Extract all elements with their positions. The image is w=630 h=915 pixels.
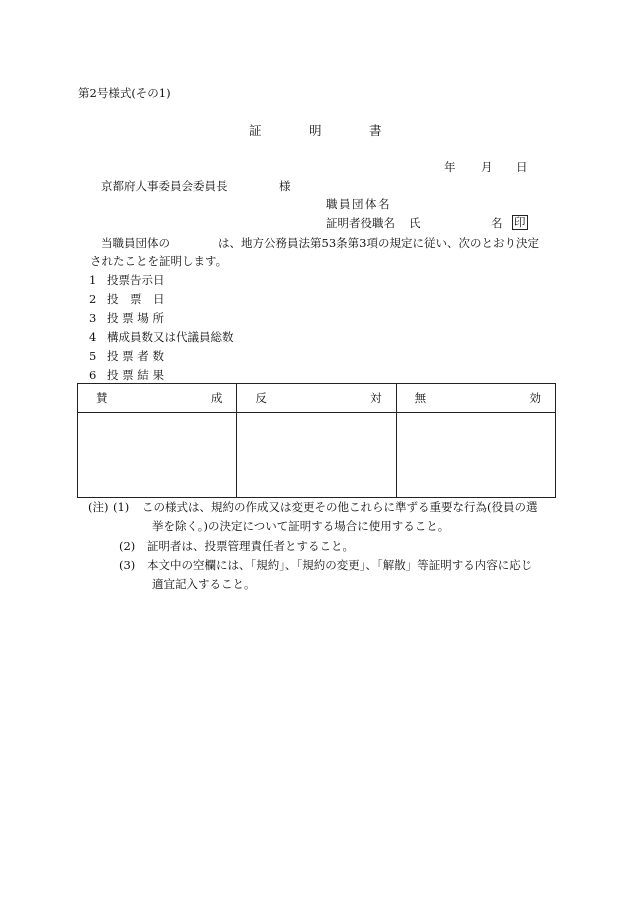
date-day: 日 [516,160,528,174]
seal-mark: 印 [514,215,526,229]
column-header-oppose: 反 対 [237,384,396,413]
item-number: 5 [89,349,97,363]
item-number: 3 [89,311,97,325]
item-label: 投票告示日 [107,273,165,287]
item-label: 投 票 場 所 [107,311,164,325]
form-number: 第2号様式(その1) [78,86,171,100]
note-1-line2: 挙を除く。)の決定について証明する場合に使用すること。 [152,519,450,533]
certifier-given-label: 名 [491,216,503,230]
certifier-surname-label: 氏 [409,216,421,230]
date-month: 月 [481,160,493,174]
list-item [89,330,234,344]
title-char-2: 明 [309,123,322,138]
item-label: 構成員数又は代議員総数 [107,330,234,344]
column-header-invalid: 無 効 [396,384,555,413]
table-row [78,413,556,498]
list-item [89,292,165,306]
item-number: 6 [89,368,97,382]
note-2-number: (2) [119,539,136,553]
list-item [89,368,164,382]
note-2-line1: 証明者は、投票管理責任者とすること。 [147,539,354,553]
certifier-title-label: 証明者役職名 [326,216,395,230]
note-3-line1: 本文中の空欄には、「規約」、「規約の変更」、「解散」等証明する内容に応じ [147,558,533,572]
list-item [89,273,165,287]
list-item [89,311,164,325]
body-line1-rest: は、地方公務員法第53条第3項の規定に従い、次のとおり決定 [218,236,539,250]
note-1-line1: この様式は、規約の作成又は変更その他これらに準ずる重要な行為(役員の選 [142,500,538,514]
item-number: 4 [89,330,97,344]
note-1-number: (1) [113,500,130,514]
table-header-row [78,384,556,413]
addressee-honorific: 様 [279,179,291,193]
note-3-number: (3) [119,558,136,572]
notes-label: (注) [88,500,109,514]
body-line2: されたことを証明します。 [90,254,228,268]
list-item [89,349,164,363]
approve-count-cell [78,413,237,498]
addressee-name: 京都府人事委員会委員長 [101,179,228,193]
note-3-line2: 適宜記入すること。 [152,577,256,591]
item-label: 投 票 日 [107,292,165,306]
body-line1-start: 当職員団体の [101,236,170,250]
column-header-approve: 賛 成 [78,384,237,413]
date-year: 年 [444,160,456,174]
item-label: 投 票 者 数 [107,349,164,363]
title-char-1: 証 [249,123,262,138]
voting-result-table [77,383,556,498]
oppose-count-cell [237,413,396,498]
title-char-3: 書 [369,123,382,138]
invalid-count-cell [396,413,555,498]
item-number: 2 [89,292,97,306]
item-number: 1 [89,273,97,287]
item-label: 投 票 結 果 [107,368,164,382]
organization-name-label: 職員団体名 [326,197,391,211]
